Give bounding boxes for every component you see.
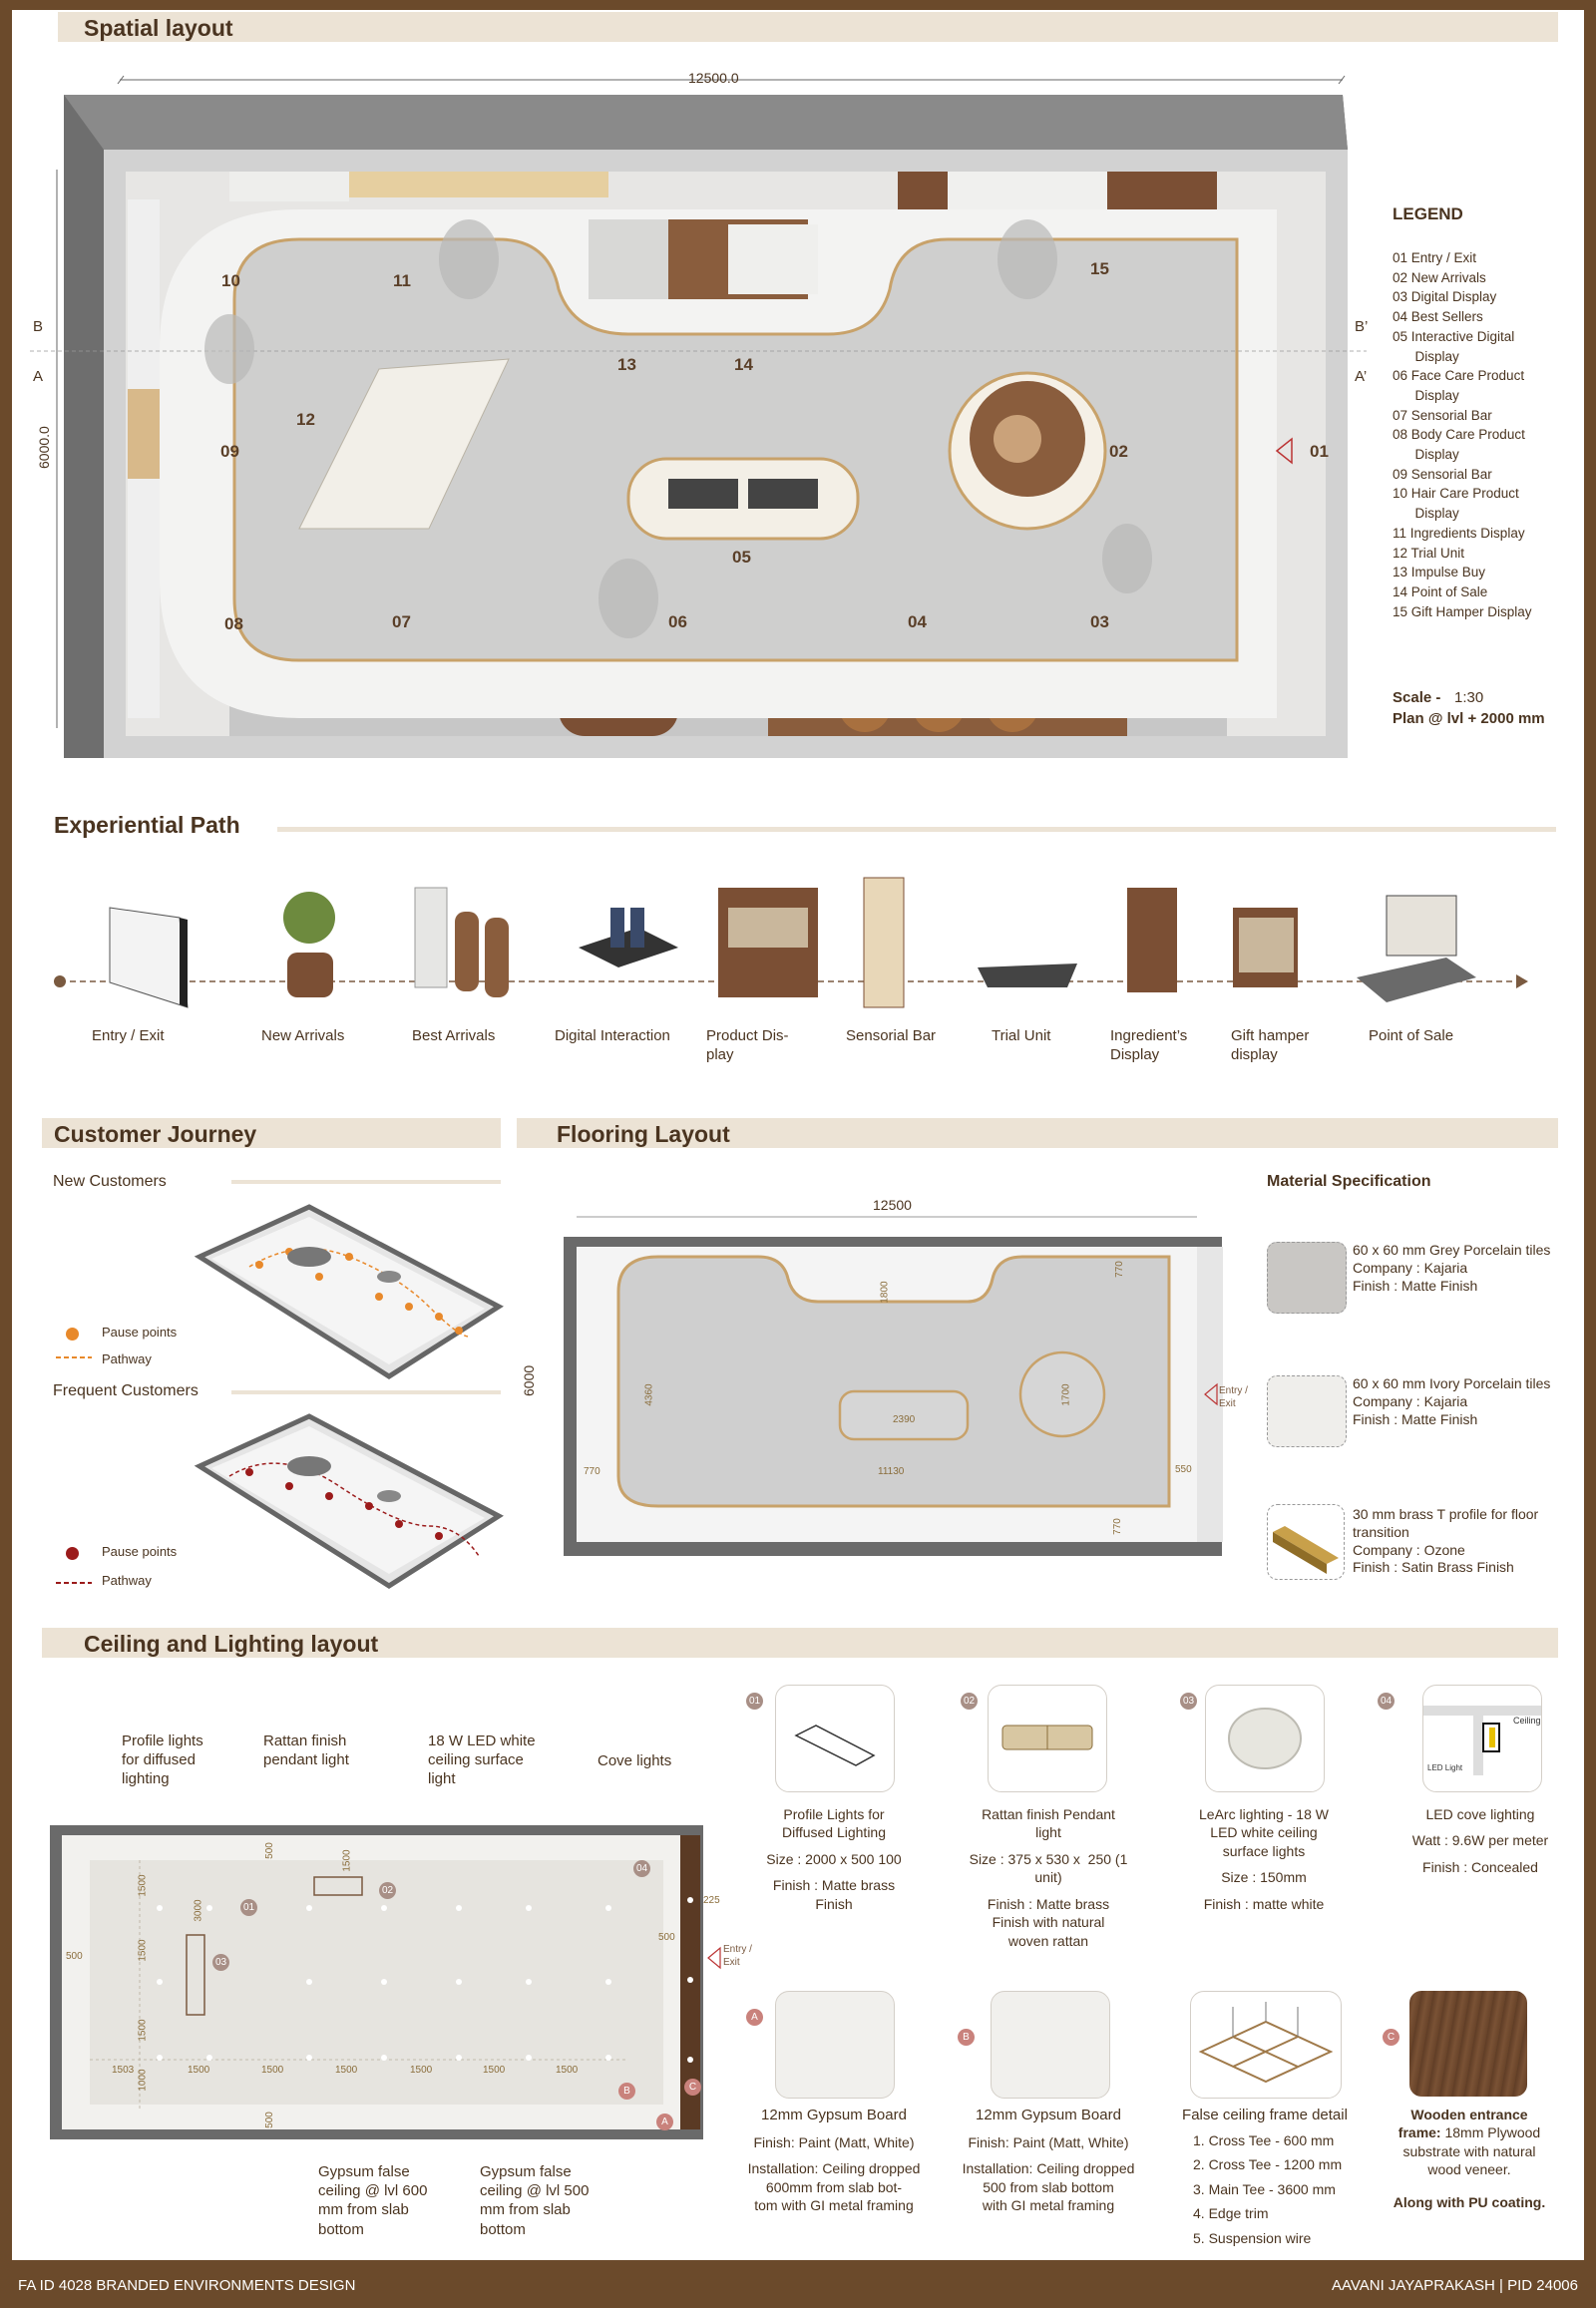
callout-cove-lights: Cove lights [598, 1752, 672, 1769]
wood-badge: C [1383, 2029, 1399, 2046]
material-spec [1353, 1375, 1557, 1428]
frame-title: False ceiling frame detail [1182, 2107, 1348, 2123]
frame-item: 4. Edge trim [1193, 2205, 1269, 2222]
divider [231, 1390, 501, 1394]
footer-course: FA ID 4028 BRANDED ENVIRONMENTS DESIGN [18, 2277, 356, 2294]
fixture-size: Size : 2000 x 500 100 [766, 1850, 902, 1867]
customer-journey-header [42, 1118, 501, 1148]
ceiling-dimension: 1500 [483, 2065, 506, 2076]
material-name: 60 x 60 mm Grey Porcelain tiles [1353, 1242, 1551, 1258]
legend-item: 08 Body Care Product [1393, 427, 1525, 443]
material-finish: Finish : Satin Brass Finish [1353, 1559, 1514, 1576]
legend-item: 09 Sensorial Bar [1393, 466, 1492, 482]
ceiling-dimension: 1500 [335, 2065, 358, 2076]
legend-item: 06 Face Care Product [1393, 368, 1525, 384]
zone-number: 05 [732, 548, 751, 567]
zone-number: 07 [392, 612, 411, 631]
fixture-card-rattan-pendant [988, 1685, 1107, 1792]
legend-item: 10 Hair Care Product [1393, 486, 1519, 502]
material-spec [1353, 1506, 1562, 1577]
board-badge: B [958, 2029, 975, 2046]
section-title: Spatial layout [84, 15, 233, 41]
frequent-pathway-swatch [56, 1580, 92, 1586]
gypsum-board-a-swatch [775, 1991, 895, 2099]
ceiling-dimension: 1500 [137, 1874, 149, 1897]
experiential-path-title: Experiential Path [54, 812, 240, 838]
path-step-label: New Arrivals [261, 1027, 345, 1044]
section-marker-a: A [33, 368, 44, 385]
floor-depth-dimension: 6000 [521, 1364, 537, 1396]
section-marker-b-prime: B’ [1355, 318, 1369, 335]
board-finish: Finish: Paint (Matt, White) [968, 2133, 1129, 2150]
material-spec-title: Material Specification [1267, 1173, 1431, 1190]
ceiling-dimension: 1500 [410, 2065, 433, 2076]
wood-title: Wooden entrance frame: [1397, 2107, 1528, 2141]
floor-dimension: 2390 [893, 1414, 916, 1425]
legend-item: 05 Interactive Digital [1393, 328, 1515, 344]
zone-number: 15 [1090, 259, 1109, 278]
legend-item: Display [1393, 506, 1459, 522]
flooring-plan [559, 1207, 1227, 1566]
pause-points-label: Pause points [102, 1544, 178, 1559]
spatial-layout-header [58, 12, 1558, 42]
fixture-finish: Finish : matte white [1203, 1895, 1325, 1912]
ceiling-dimension: 500 [658, 1932, 675, 1943]
section-marker-b: B [33, 318, 44, 335]
legend-item: 04 Best Sellers [1393, 309, 1483, 325]
legend-item: 11 Ingredients Display [1393, 525, 1525, 541]
zone-number: 11 [393, 271, 411, 290]
floor-dimension: 770 [1113, 1261, 1125, 1278]
ceiling-dimension: 500 [66, 1951, 83, 1962]
zone-number: 13 [617, 355, 636, 374]
fixture-card-led-cove [1422, 1685, 1542, 1792]
zone-number: 03 [1090, 612, 1109, 631]
marker-c: C [684, 2079, 701, 2096]
legend-item: 13 Impulse Buy [1393, 565, 1486, 580]
cove-led-label: LED Light [1427, 1763, 1463, 1772]
path-step-label: Best Arrivals [412, 1027, 496, 1044]
floor-dimension: 1800 [879, 1281, 891, 1304]
fixture-badge: 01 [746, 1693, 763, 1710]
legend-item: 02 New Arrivals [1393, 269, 1486, 285]
board-spec [728, 2106, 940, 2215]
fixture-badge: 02 [961, 1693, 978, 1710]
board-title: 12mm Gypsum Board [761, 2107, 907, 2123]
marker-03: 03 [212, 1954, 229, 1971]
brass-profile-swatch [1267, 1504, 1345, 1580]
path-step-label: Digital Interaction [555, 1027, 670, 1044]
zone-number: 14 [734, 355, 753, 374]
marker-02: 02 [379, 1882, 396, 1899]
floor-dimension: 770 [1111, 1518, 1123, 1535]
floor-dimension: 4360 [643, 1383, 655, 1406]
zone-number: 08 [224, 614, 243, 633]
callout-led-surface: 18 W LED white ceiling surface light [428, 1732, 536, 1788]
fixture-card-profile-light [775, 1685, 895, 1792]
path-step-label: Product Dis- play [706, 1027, 789, 1063]
fixture-spec [1159, 1805, 1369, 1913]
ceiling-dimension: 1500 [261, 2065, 284, 2076]
zone-number: 12 [296, 410, 315, 429]
plan-width-dimension: 12500.0 [688, 70, 739, 86]
path-step-label: Trial Unit [992, 1027, 1051, 1044]
pathway-label: Pathway [102, 1573, 152, 1588]
fixture-finish: Finish : Matte brass Finish [772, 1877, 896, 1912]
false-ceiling-frame-card [1190, 1991, 1342, 2099]
wood-description: 18mm Plywood substrate with natural wood veneer. [1402, 2124, 1541, 2178]
callout-rattan-pendant: Rattan finish pendant light [263, 1732, 349, 1769]
material-name: 30 mm brass T profile for floor transition [1353, 1506, 1539, 1540]
board-spec [946, 2106, 1151, 2215]
zone-number: 01 [1310, 442, 1329, 461]
board-title: 12mm Gypsum Board [976, 2107, 1121, 2123]
path-step-label: Gift hamper display [1231, 1027, 1310, 1063]
marker-b: B [618, 2083, 635, 2100]
gypsum-board-b-swatch [991, 1991, 1110, 2099]
floor-dimension: 11130 [878, 1466, 905, 1477]
plan-level-note: Plan @ lvl + 2000 mm [1393, 710, 1545, 727]
zone-number: 02 [1109, 442, 1128, 461]
legend-item: 15 Gift Hamper Display [1393, 603, 1532, 619]
wood-coating: Along with PU coating. [1393, 2193, 1546, 2210]
fixture-size: Size : 375 x 530 x 250 (1 unit) [969, 1850, 1128, 1886]
material-company: Company : Kajaria [1353, 1259, 1468, 1276]
material-company: Company : Ozone [1353, 1541, 1465, 1558]
ivory-tile-swatch [1267, 1375, 1347, 1447]
fixture-title: Profile Lights for Diffused Lighting [781, 1806, 887, 1841]
section-title: Ceiling and Lighting layout [84, 1631, 379, 1657]
cove-ceiling-label: Ceiling [1513, 1716, 1541, 1726]
ceiling-dimension: 3000 [193, 1899, 204, 1922]
material-company: Company : Kajaria [1353, 1392, 1468, 1409]
experiential-path-diagram [40, 868, 1536, 1017]
legend-item: 14 Point of Sale [1393, 583, 1488, 599]
pathway-label: Pathway [102, 1351, 152, 1366]
marker-01: 01 [240, 1899, 257, 1916]
marker-a: A [656, 2114, 673, 2130]
footer [0, 2260, 1596, 2308]
ceiling-dimension: 1503 [112, 2065, 135, 2076]
new-customers-journey-map [190, 1197, 509, 1386]
frame-item: 3. Main Tee - 3600 mm [1193, 2180, 1336, 2197]
grey-tile-swatch [1267, 1242, 1347, 1314]
fixture-title: Rattan finish Pendant light [982, 1806, 1115, 1841]
fixture-badge: 04 [1378, 1693, 1395, 1710]
frame-item: 5. Suspension wire [1193, 2229, 1312, 2246]
material-finish: Finish : Matte Finish [1353, 1410, 1478, 1427]
frequent-customers-label: Frequent Customers [53, 1382, 199, 1399]
ceiling-entry-label: Entry / Exit [723, 1944, 752, 1968]
ceiling-dimension: 1500 [556, 2065, 579, 2076]
section-marker-a-prime: A’ [1355, 368, 1368, 385]
floor-dimension: 770 [584, 1466, 600, 1477]
flooring-layout-header [517, 1118, 1558, 1148]
legend-item: 01 Entry / Exit [1393, 250, 1477, 265]
footer-author: AAVANI JAYAPRAKASH | PID 24006 [1331, 2277, 1578, 2294]
legend-title: LEGEND [1393, 204, 1463, 223]
frequent-customers-journey-map [190, 1406, 509, 1596]
ceiling-dimension: 1500 [341, 1849, 353, 1872]
floor-dimension: 1700 [1060, 1383, 1072, 1406]
marker-04: 04 [633, 1860, 650, 1877]
zone-number: 06 [668, 612, 687, 631]
frame-spec [1167, 2106, 1363, 2247]
path-step-label: Entry / Exit [92, 1027, 165, 1044]
ceiling-dimension: 500 [263, 1842, 275, 1859]
zone-number: 09 [220, 442, 239, 461]
new-pause-point-swatch [66, 1328, 79, 1341]
scale-value: 1:30 [1454, 689, 1484, 706]
fixture-spec [946, 1805, 1151, 1950]
material-spec [1353, 1242, 1557, 1295]
ceiling-dimension: 225 [703, 1895, 720, 1906]
zone-number: 10 [221, 271, 240, 290]
legend-item: 03 Digital Display [1393, 289, 1497, 305]
frame-item: 1. Cross Tee - 600 mm [1193, 2131, 1335, 2148]
callout-profile-lights: Profile lights for diffused lighting [122, 1732, 203, 1788]
wood-veneer-swatch [1409, 1991, 1527, 2097]
ceiling-dimension: 1000 [137, 2069, 149, 2092]
board-install: Installation: Ceiling dropped 500 from slab bottom with GI metal framing [962, 2160, 1135, 2214]
path-step-label: Sensorial Bar [846, 1027, 937, 1044]
fixture-title: LED cove lighting [1425, 1806, 1535, 1822]
board-badge: A [746, 2009, 763, 2026]
scale-label: Scale - [1393, 689, 1441, 706]
fixture-size: Watt : 9.6W per meter [1411, 1832, 1549, 1849]
section-title: Flooring Layout [557, 1121, 730, 1147]
callout-gypsum-600: Gypsum false ceiling @ lvl 600 mm from slab bottom [318, 2163, 428, 2238]
divider [231, 1180, 501, 1184]
legend-item: 07 Sensorial Bar [1393, 407, 1492, 423]
divider [277, 827, 1556, 832]
new-customers-label: New Customers [53, 1173, 167, 1190]
section-title: Customer Journey [54, 1121, 257, 1147]
zone-number: 04 [908, 612, 927, 631]
ceiling-dimension: 500 [263, 2112, 275, 2128]
fixture-finish: Finish : Matte brass Finish with natural woven rattan [987, 1895, 1110, 1949]
floor-dimension: 550 [1175, 1464, 1192, 1475]
floor-entry-label: Entry / Exit [1219, 1385, 1248, 1409]
legend-list [1393, 248, 1532, 621]
fixture-size: Size : 150mm [1221, 1869, 1307, 1886]
path-step-label: Ingredient’s Display [1110, 1027, 1188, 1063]
plan-depth-dimension: 6000.0 [36, 426, 52, 469]
fixture-finish: Finish : Concealed [1422, 1858, 1538, 1875]
path-step-label: Point of Sale [1369, 1027, 1454, 1044]
ceiling-dimension: 1500 [137, 2019, 149, 2042]
ceiling-dimension: 1500 [137, 1939, 149, 1962]
board-install: Installation: Ceiling dropped 600mm from slab bot- tom with GI metal framing [747, 2160, 921, 2214]
floor-width-dimension: 12500 [873, 1197, 912, 1213]
new-pathway-swatch [56, 1354, 92, 1360]
frequent-pause-point-swatch [66, 1547, 79, 1560]
pause-points-label: Pause points [102, 1325, 178, 1340]
fixture-title: LeArc lighting - 18 W LED white ceiling surface lights [1199, 1806, 1329, 1859]
legend-item: Display [1393, 447, 1459, 463]
callout-gypsum-500: Gypsum false ceiling @ lvl 500 mm from slab bottom [480, 2163, 590, 2238]
material-finish: Finish : Matte Finish [1353, 1277, 1478, 1294]
legend-item: Display [1393, 348, 1459, 364]
fixture-spec [1382, 1805, 1579, 1876]
spatial-floor-plan [30, 60, 1367, 768]
legend-item: Display [1393, 387, 1459, 403]
legend-item: 12 Trial Unit [1393, 545, 1465, 561]
board-finish: Finish: Paint (Matt, White) [753, 2133, 915, 2150]
ceiling-lighting-header [42, 1628, 1558, 1658]
ceiling-dimension: 1500 [188, 2065, 210, 2076]
fixture-badge: 03 [1180, 1693, 1197, 1710]
frame-item: 2. Cross Tee - 1200 mm [1193, 2156, 1343, 2173]
wood-spec [1372, 2106, 1567, 2211]
fixture-spec [728, 1805, 940, 1913]
material-name: 60 x 60 mm Ivory Porcelain tiles [1353, 1375, 1551, 1391]
fixture-card-led-surface [1205, 1685, 1325, 1792]
